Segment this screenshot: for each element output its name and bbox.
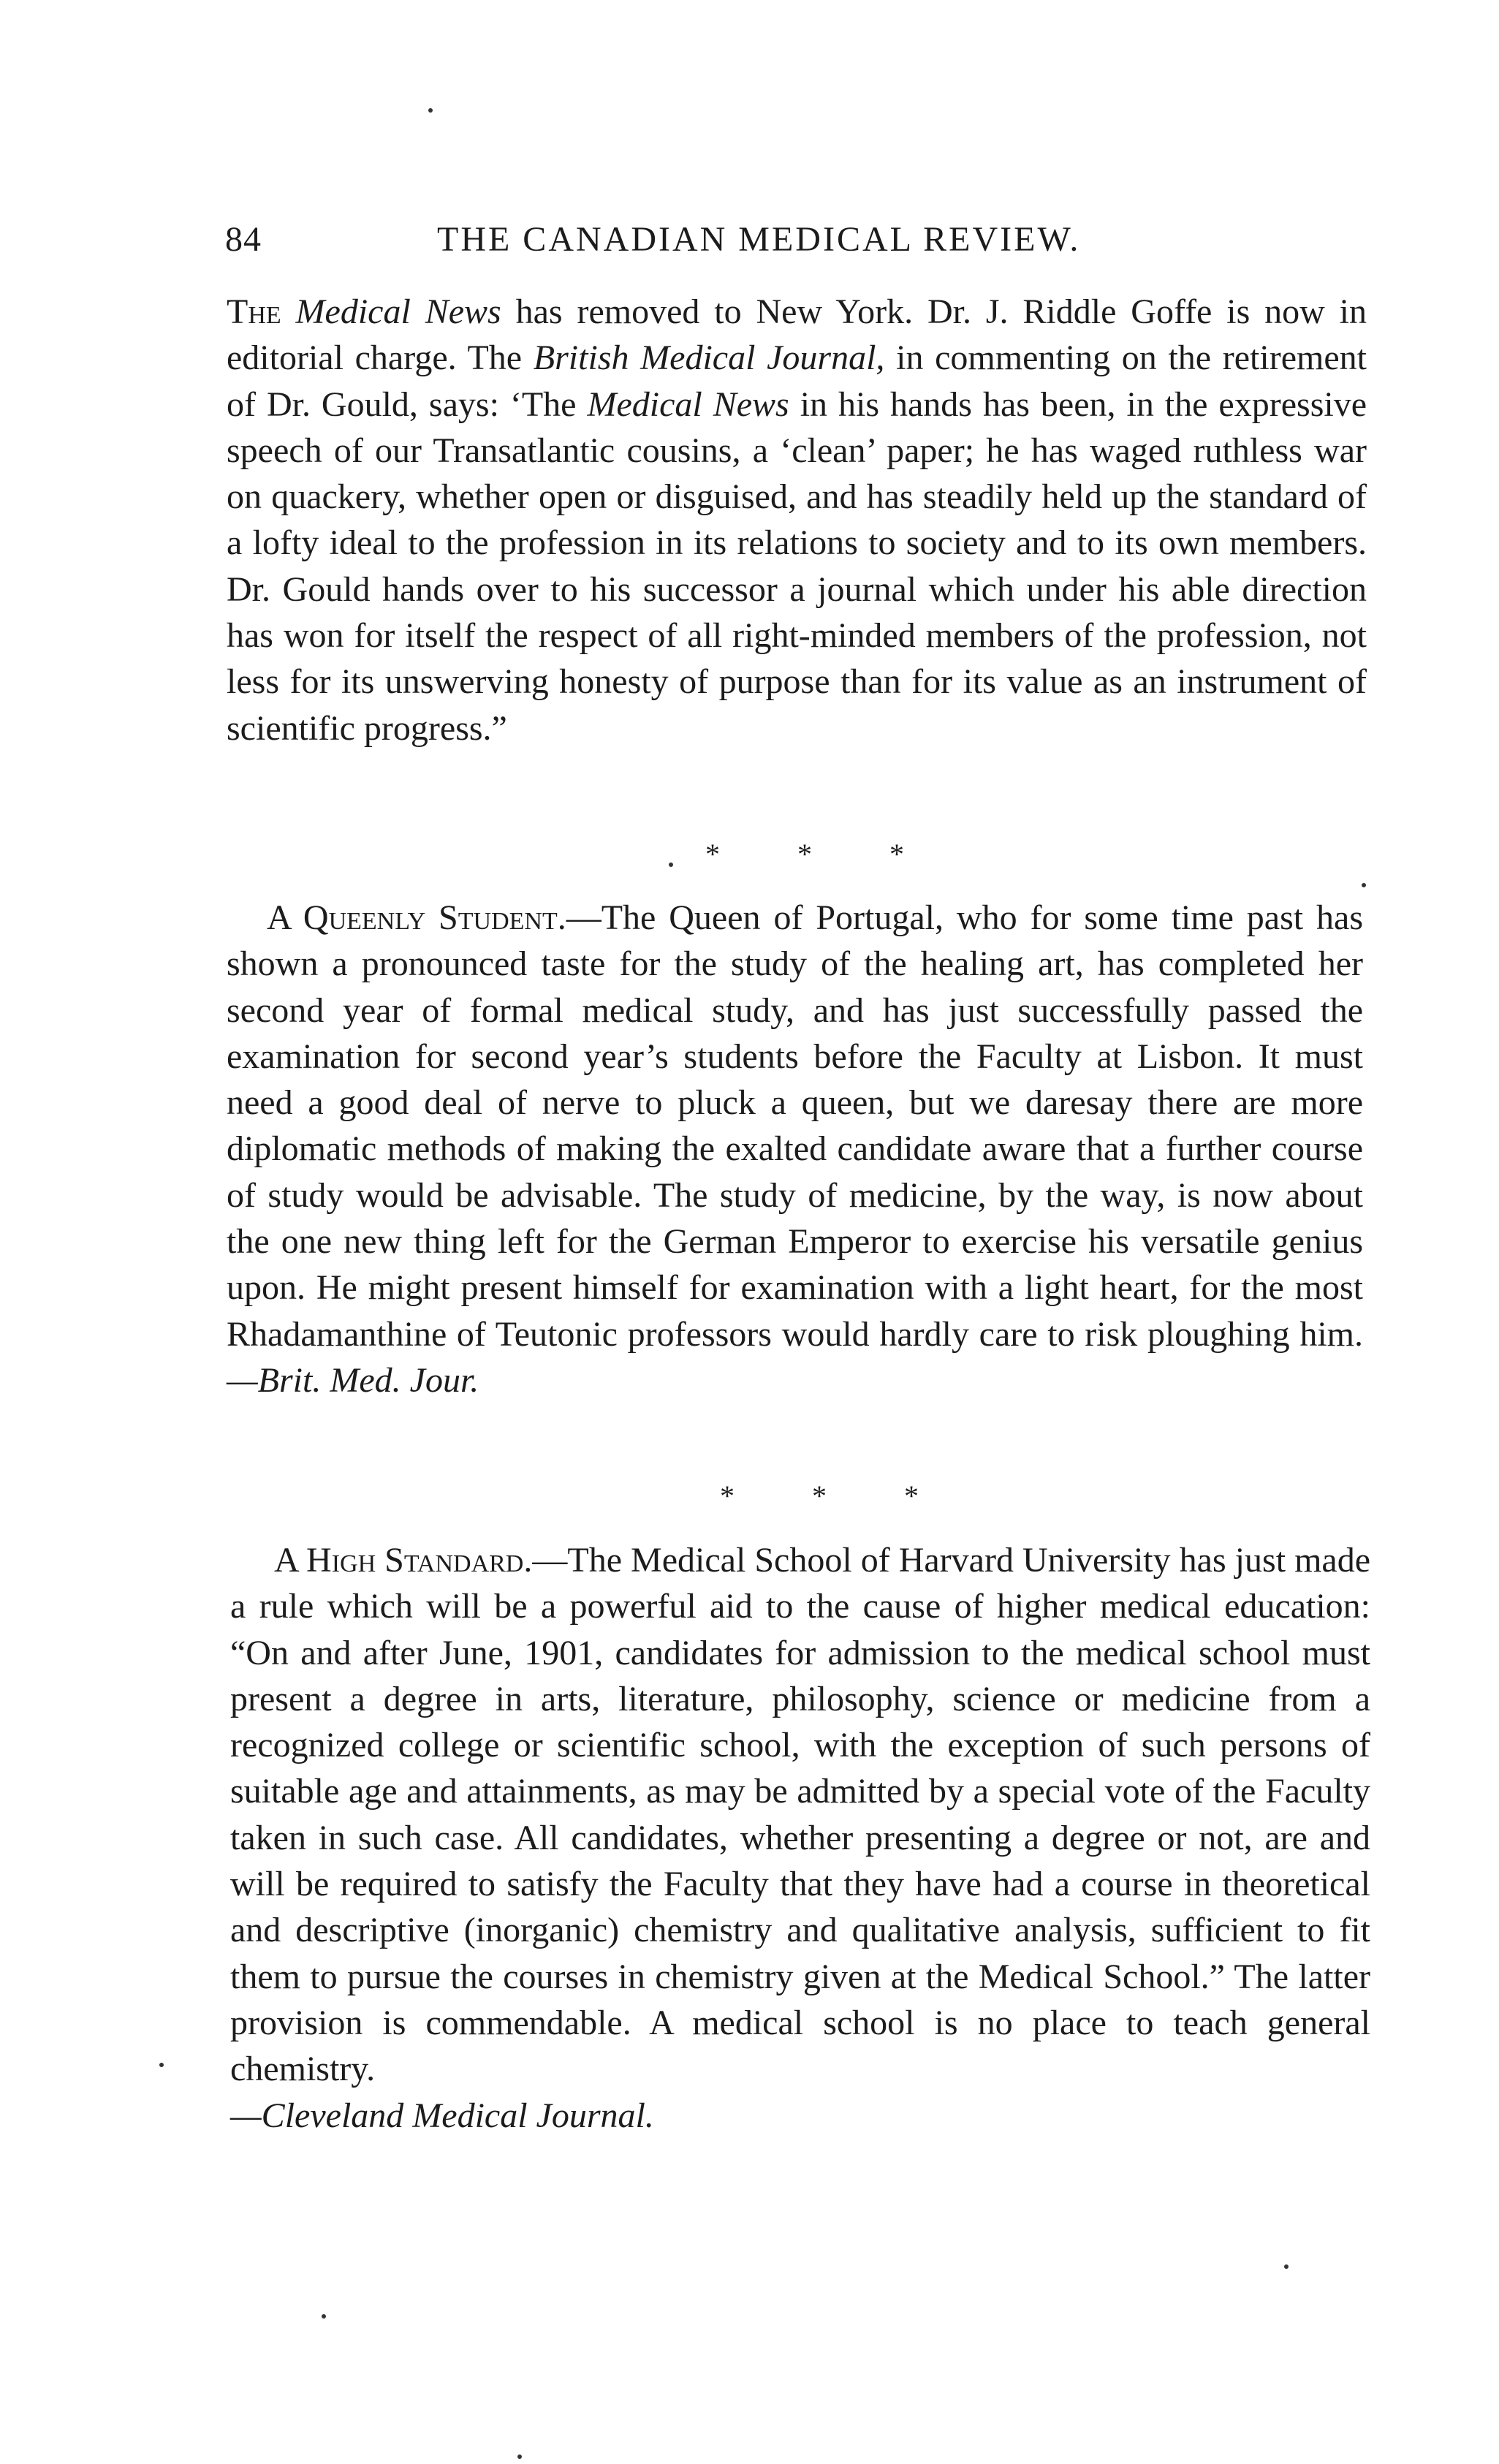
publication-title: Medical News: [587, 384, 789, 424]
lead-word: The: [227, 292, 281, 331]
article-source: —Brit. Med. Jour.: [227, 1360, 479, 1400]
article-heading: A Queenly Student.: [267, 898, 566, 937]
print-speck: [1284, 2264, 1289, 2269]
article-queenly-student: [227, 895, 1363, 1403]
running-title: THE CANADIAN MEDICAL REVIEW.: [437, 220, 1081, 259]
article-text: —The Medical School of Harvard University has just made a rule which will be a powerful aid to the cause of higher medical education: “On and after June, 1901, candidates for admission to the medical school must present a degree in arts, literature, philosophy, science or medicine from a recognized college or scientific school, with the exception of such persons of suitable age and attainments, as may be admitted by a special vote of the Faculty taken in such case. All candidates, whether presenting a degree or not, are and will be required to satisfy the Faculty that they have had a course in theoretical and descriptive (inorganic) chemistry and qualitative analysis, sufficient to fit them to pursue the courses in chemistry given at the Medical School.” The latter provision is commendable. A medical school is no place to teach general chemistry.: [230, 1541, 1371, 2089]
print-speck: [1362, 883, 1366, 887]
print-speck: [428, 108, 433, 113]
print-speck: [322, 2314, 326, 2319]
publication-title: British Medical Journal,: [533, 338, 885, 378]
article-text: has removed to New York. Dr. J. Riddle Goffe is now in editorial charge. The: [227, 292, 1367, 378]
section-separator: * * *: [720, 1479, 954, 1512]
page-header: [225, 219, 1358, 263]
article-medical-news: [227, 289, 1367, 751]
article-high-standard: [230, 1537, 1370, 2139]
article-text: in his hands has been, in the expressive speech of our Transatlantic cousins, a ‘clean’ paper; he has waged ruthless war on quackery, whether open or disguised, and has steadily held up the standard of a lofty ideal to the profession in its relations to society and to its own members. Dr. Gould hands over to his successor a journal which under his able direction has won for itself the respect of all right-minded members of the profession, not less for its unswerving honesty of purpose than for its value as an instrument of scientific progress.”: [227, 384, 1367, 748]
section-separator: * * *: [705, 838, 939, 871]
article-text: —The Queen of Portugal, who for some time past has shown a pronounced taste for the study of the healing art, has completed her second year of formal medical study, and has just successfully passed the examination for second year’s students before the Faculty at Lisbon. It must need a good deal of nerve to pluck a queen, but we daresay there are more diplomatic methods of making the exalted candidate aware that a further course of study would be advisable. The study of medicine, by the way, is now about the one new thing left for the German Emperor to exercise his versatile genius upon. He might present himself for examination with a light heart, for the most Rhadamanthine of Teutonic professors would hardly care to risk ploughing him.: [227, 898, 1364, 1354]
print-speck: [517, 2454, 522, 2459]
print-speck: [159, 2063, 164, 2067]
page-number: 84: [225, 220, 262, 259]
publication-title: Medical News: [295, 292, 501, 331]
article-heading: A High Standard.: [274, 1541, 533, 1580]
article-source: —Cleveland Medical Journal.: [230, 2096, 654, 2135]
article-text: in commenting on the retirement of Dr. Gould, says: ‘The: [227, 338, 1367, 424]
print-speck: [669, 863, 673, 867]
